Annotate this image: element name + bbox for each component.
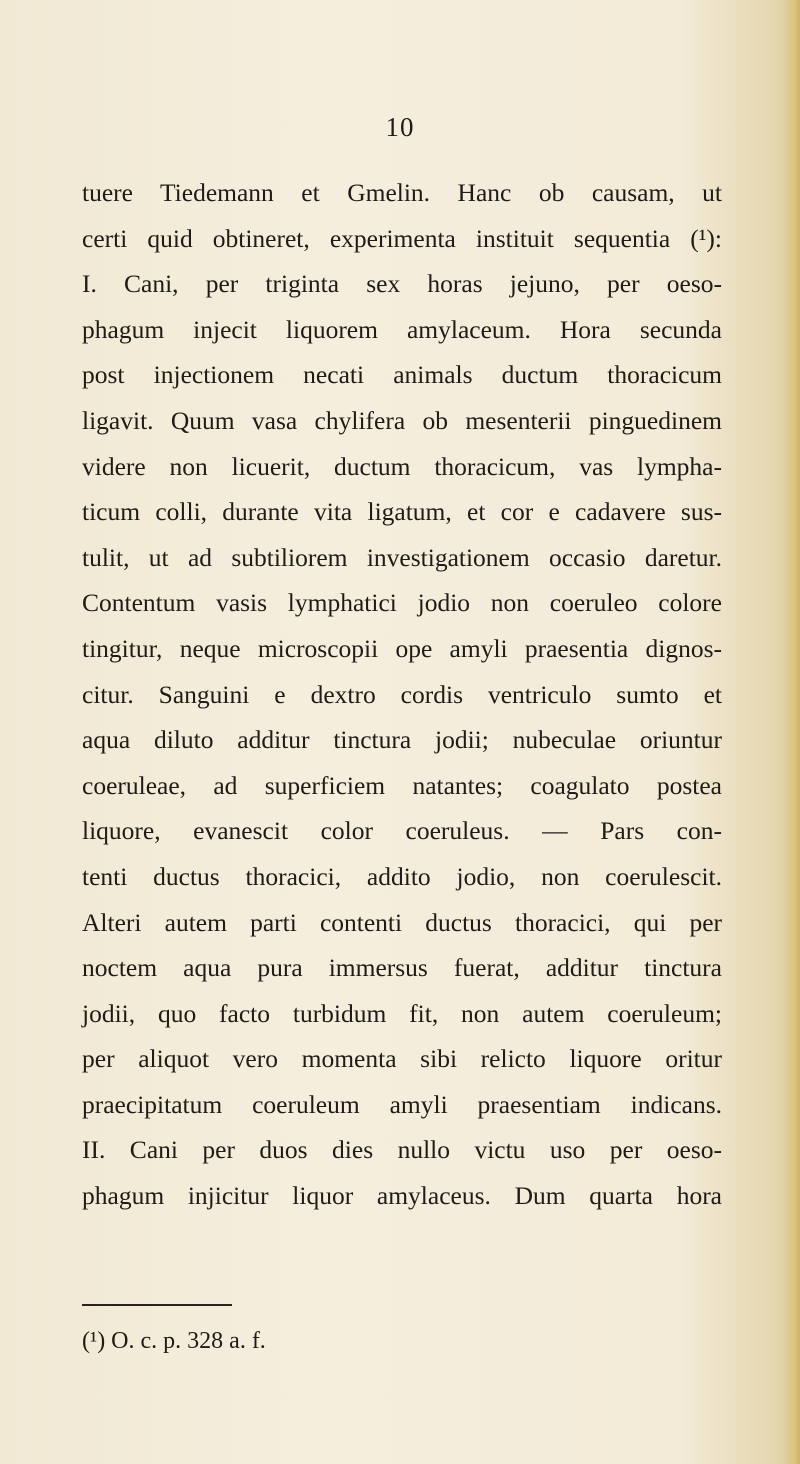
text-line: noctem aqua pura immersus fuerat, additur tinctura: [82, 953, 722, 983]
text-line: phagum injecit liquorem amylaceum. Hora secunda: [82, 314, 722, 344]
text-line: phagum injicitur liquor amylaceus. Dum quarta hora: [82, 1181, 722, 1211]
text-line: per aliquot vero momenta sibi relicto liquore oritur: [82, 1044, 722, 1074]
text-line: jodii, quo facto turbidum fit, non autem coeruleum;: [82, 998, 722, 1028]
text-line: tenti ductus thoracici, addito jodio, non coerulescit.: [82, 861, 722, 891]
body-text: [82, 170, 722, 1219]
text-line: Contentum vasis lymphatici jodio non coeruleo colore: [82, 588, 722, 618]
text-line: I. Cani, per triginta sex horas jejuno, per oeso-: [82, 269, 722, 299]
text-line: liquore, evanescit color coeruleus. — Pars con-: [82, 816, 722, 846]
text-line: aqua diluto additur tinctura jodii; nubeculae oriuntur: [82, 725, 722, 755]
text-line: citur. Sanguini e dextro cordis ventriculo sumto et: [82, 679, 722, 709]
text-line: coeruleae, ad superficiem natantes; coagulato postea: [82, 770, 722, 800]
text-line: post injectionem necati animals ductum thoracicum: [82, 360, 722, 390]
footnote: (¹) O. c. p. 328 a. f.: [82, 1328, 266, 1354]
text-line: praecipitatum coeruleum amyli praesentiam indicans.: [82, 1089, 722, 1119]
page-edge-shadow: [786, 0, 800, 1464]
text-line: tulit, ut ad subtiliorem investigationem occasio daretur.: [82, 542, 722, 572]
text-line: tingitur, neque microscopii ope amyli praesentia dignos-: [82, 633, 722, 663]
page-number: 10: [385, 112, 415, 142]
text-line: certi quid obtineret, experimenta instituit sequentia (¹):: [82, 223, 722, 253]
text-line: videre non licuerit, ductum thoracicum, vas lympha-: [82, 451, 722, 481]
text-line: ligavit. Quum vasa chylifera ob mesenterii pinguedinem: [82, 405, 722, 435]
footnote-rule: [82, 1304, 232, 1306]
text-line: II. Cani per duos dies nullo victu uso per oeso-: [82, 1135, 722, 1165]
text-line: Alteri autem parti contenti ductus thoracici, qui per: [82, 907, 722, 937]
text-line: tuere Tiedemann et Gmelin. Hanc ob causam, ut: [82, 178, 722, 207]
text-line: ticum colli, durante vita ligatum, et cor e cadavere sus-: [82, 497, 722, 527]
